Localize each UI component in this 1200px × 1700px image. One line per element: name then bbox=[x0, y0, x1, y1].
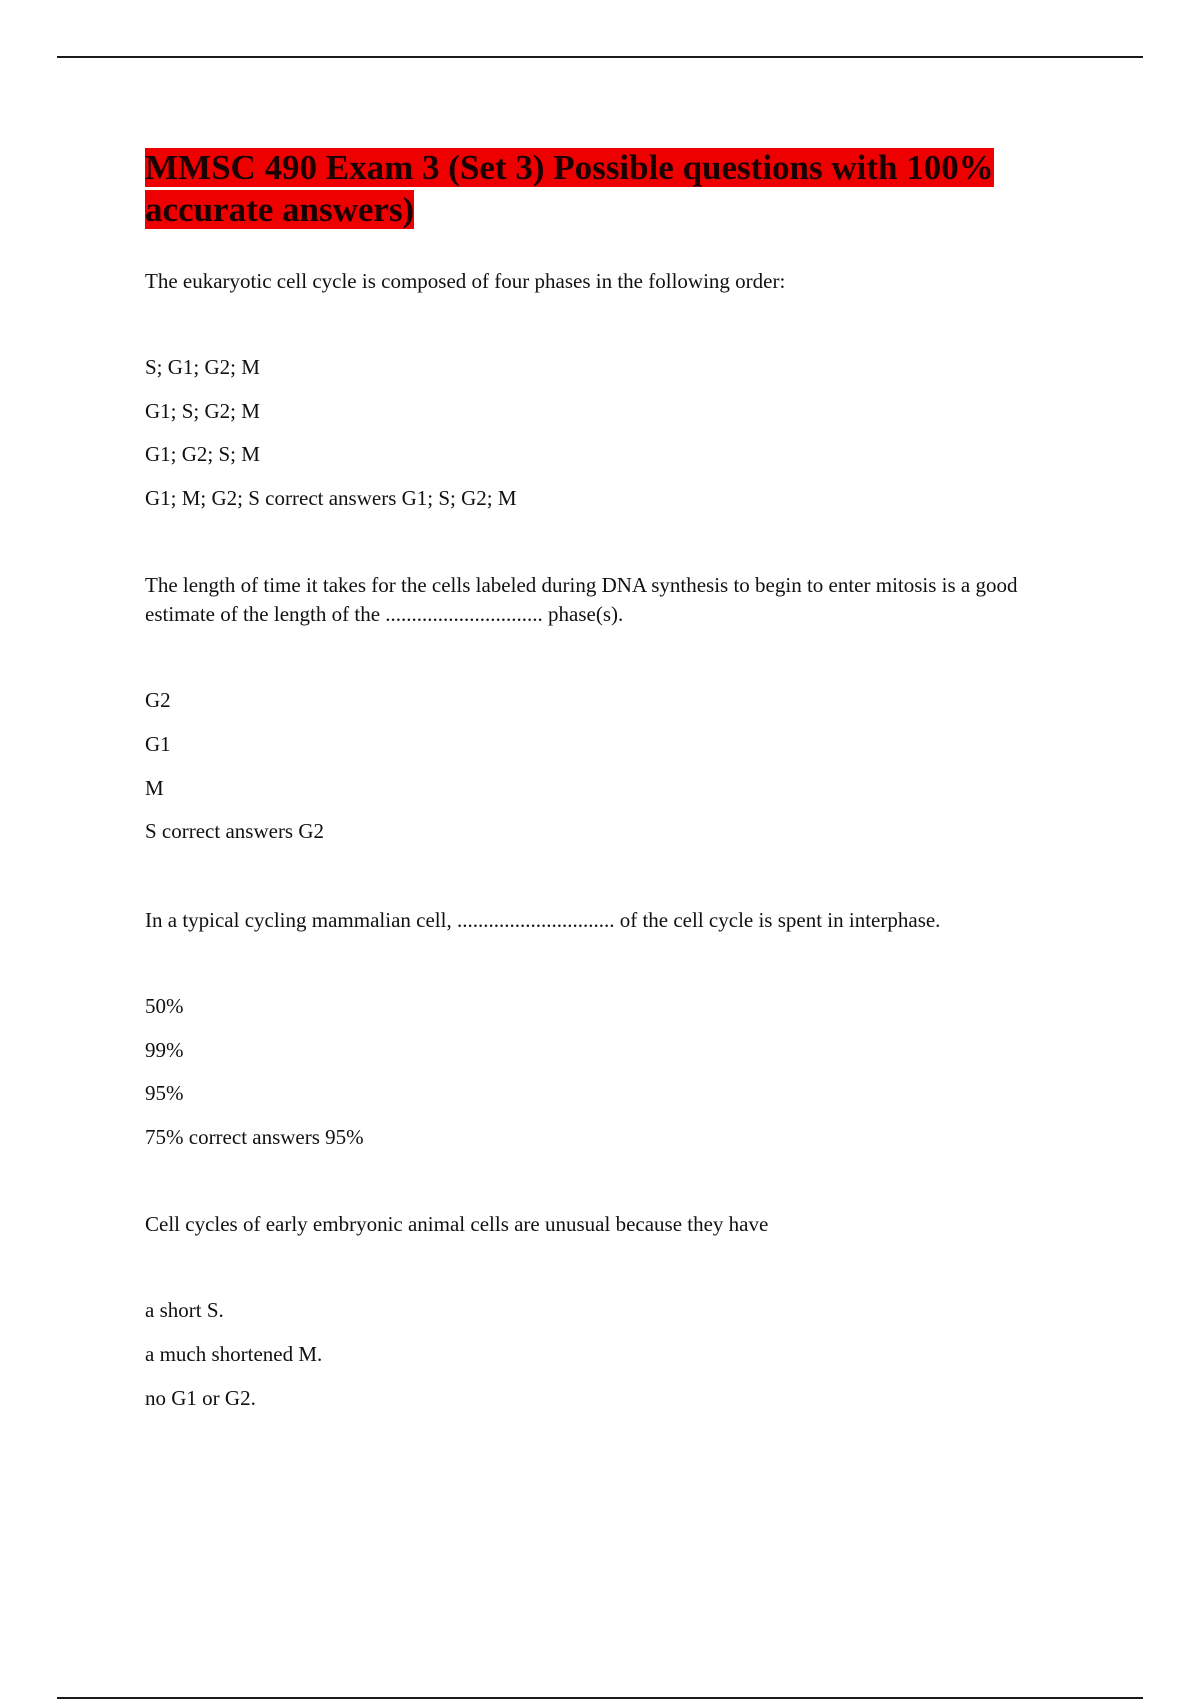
answer-option: G1; S; G2; M bbox=[145, 399, 260, 423]
answer-option: no G1 or G2. bbox=[145, 1386, 256, 1410]
answer-option: G1; G2; S; M bbox=[145, 442, 260, 466]
bottom-rule bbox=[57, 1697, 1143, 1699]
answer-option: G1 bbox=[145, 732, 171, 756]
question-1 bbox=[145, 267, 1080, 513]
answer-option: S correct answers G2 bbox=[145, 819, 325, 843]
title-highlight: MMSC 490 Exam 3 (Set 3) Possible questions with 100% accurate answers) bbox=[145, 148, 994, 229]
answer-option: G1; M; G2; S correct answers G1; S; G2; M bbox=[145, 486, 517, 510]
document-body bbox=[145, 147, 1080, 1413]
question-text: In a typical cycling mammalian cell, .............................. of the cell cycle is spent in interphase. bbox=[145, 908, 941, 932]
answer-option: 99% bbox=[145, 1038, 184, 1062]
document-title bbox=[145, 147, 1045, 231]
answer-option: a much shortened M. bbox=[145, 1342, 323, 1366]
question-4 bbox=[145, 1210, 1080, 1413]
question-text: Cell cycles of early embryonic animal cells are unusual because they have bbox=[145, 1212, 769, 1236]
question-2 bbox=[145, 571, 1080, 846]
top-rule bbox=[57, 56, 1143, 58]
answer-option: 50% bbox=[145, 994, 184, 1018]
answer-option: M bbox=[145, 776, 164, 800]
question-text: The length of time it takes for the cells labeled during DNA synthesis to begin to enter mitosis is a good estimate of the length of the .............................. phase(s). bbox=[145, 573, 1018, 626]
answer-option: 95% bbox=[145, 1081, 184, 1105]
answer-option: a short S. bbox=[145, 1298, 224, 1322]
answer-option: 75% correct answers 95% bbox=[145, 1125, 364, 1149]
answer-option: G2 bbox=[145, 688, 171, 712]
question-text: The eukaryotic cell cycle is composed of four phases in the following order: bbox=[145, 269, 786, 293]
question-3 bbox=[145, 906, 1080, 1152]
answer-option: S; G1; G2; M bbox=[145, 355, 260, 379]
